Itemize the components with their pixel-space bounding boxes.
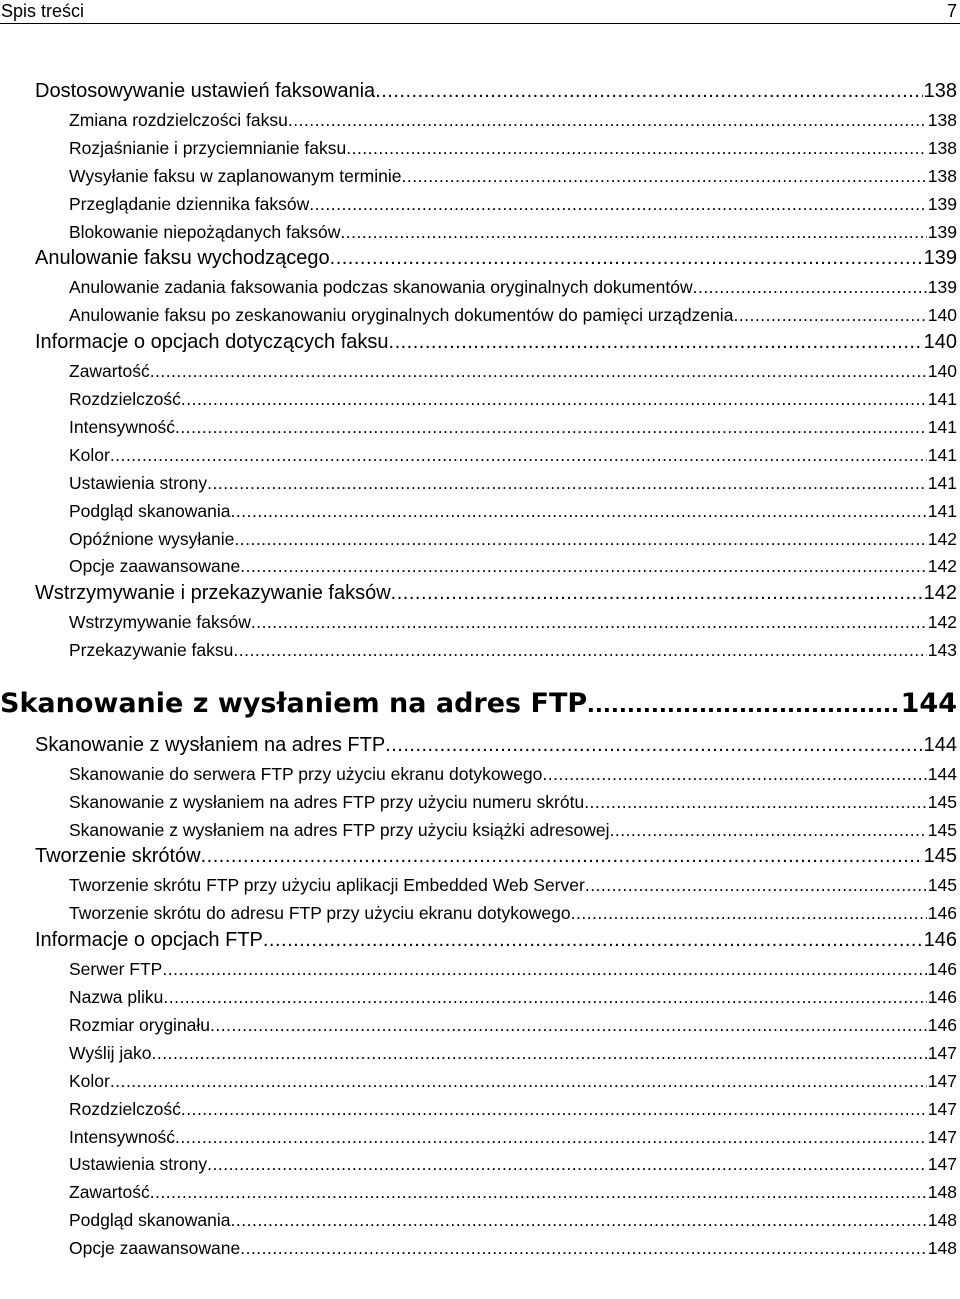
toc-entry-title: Informacje o opcjach FTP xyxy=(35,929,263,952)
toc-entry-title: Wysyłanie faksu w zaplanowanym terminie xyxy=(69,165,402,186)
toc-dot-leader xyxy=(231,1210,927,1230)
toc-dot-leader xyxy=(162,959,926,979)
toc-entry-title: Intensywność xyxy=(69,1126,176,1147)
toc-page-number: 143 xyxy=(927,640,957,661)
toc-subsection[interactable] xyxy=(69,792,957,812)
toc-subsection[interactable] xyxy=(69,959,957,979)
toc-page-number: 145 xyxy=(927,875,957,896)
toc-page-number: 139 xyxy=(927,221,957,242)
toc-entry-title: Wstrzymywanie faksów xyxy=(69,612,251,633)
toc-dot-leader xyxy=(340,222,926,242)
toc-dot-leader xyxy=(110,445,927,465)
toc-page-number: 148 xyxy=(927,1210,957,1231)
toc-page-number: 138 xyxy=(927,137,957,158)
toc-dot-leader xyxy=(309,194,927,214)
toc-entry-title: Wstrzymywanie i przekazywanie faksów xyxy=(35,582,391,605)
toc-page-number: 148 xyxy=(927,1182,957,1203)
toc-page-number: 147 xyxy=(927,1098,957,1119)
toc-entry-title: Kolor xyxy=(69,444,110,465)
toc-entry-title: Zmiana rozdzielczości faksu xyxy=(69,110,288,131)
toc-dot-leader xyxy=(571,903,927,923)
toc-page-number: 141 xyxy=(927,444,957,465)
toc-entry-title: Podgląd skanowania xyxy=(69,1210,231,1231)
toc-entry-title: Podgląd skanowania xyxy=(69,500,231,521)
toc-subsection[interactable] xyxy=(69,473,957,493)
toc-entry-title: Anulowanie zadania faksowania podczas skanowania oryginalnych dokumentów xyxy=(69,277,693,298)
toc-page-number: 144 xyxy=(927,763,957,784)
toc-dot-leader xyxy=(391,582,923,605)
header-title: Spis treści xyxy=(1,1,85,21)
toc-dot-leader xyxy=(240,1238,927,1258)
toc-dot-leader xyxy=(181,1099,927,1119)
toc-subsection[interactable] xyxy=(69,875,957,895)
toc-page-number: 142 xyxy=(927,556,957,577)
toc-entry-title: Intensywność xyxy=(69,416,176,437)
toc-dot-leader xyxy=(375,80,922,103)
toc-subsection[interactable] xyxy=(69,1099,957,1119)
toc-dot-leader xyxy=(584,792,927,812)
toc-page-number: 147 xyxy=(927,1070,957,1091)
toc-page-number: 142 xyxy=(927,612,957,633)
toc-subsection[interactable] xyxy=(69,612,957,632)
toc-page-number: 138 xyxy=(927,110,957,131)
toc-dot-leader xyxy=(251,612,927,632)
toc-subsection[interactable] xyxy=(69,1043,957,1063)
toc-page-number: 144 xyxy=(900,687,957,719)
toc-dot-leader xyxy=(150,1182,927,1202)
toc-subsection[interactable] xyxy=(69,529,957,549)
toc-entry-title: Opóźnione wysyłanie xyxy=(69,528,235,549)
toc-subsection[interactable] xyxy=(69,110,957,130)
toc-entry-title: Kolor xyxy=(69,1070,110,1091)
toc-dot-leader xyxy=(585,875,927,895)
toc-subsection[interactable] xyxy=(69,1182,957,1202)
toc-dot-leader xyxy=(175,417,927,437)
toc-subsection[interactable] xyxy=(69,1071,957,1091)
toc-section[interactable] xyxy=(35,247,957,270)
toc-dot-leader xyxy=(385,734,922,757)
toc-page-number: 141 xyxy=(927,389,957,410)
toc-page-number: 144 xyxy=(923,733,957,756)
toc-page-number: 145 xyxy=(927,819,957,840)
toc-page-number: 141 xyxy=(927,416,957,437)
toc-entry-title: Zawartość xyxy=(69,1182,150,1203)
toc-entry-title: Dostosowywanie ustawień faksowania xyxy=(35,80,376,102)
toc-entry-title: Rozdzielczość xyxy=(69,1098,181,1119)
toc-dot-leader xyxy=(207,473,927,493)
toc-subsection[interactable] xyxy=(69,277,957,297)
toc-dot-leader xyxy=(346,138,927,158)
toc-entry-title: Ustawienia strony xyxy=(69,472,208,493)
toc-page-number: 141 xyxy=(927,500,957,521)
toc-subsection[interactable] xyxy=(69,166,957,186)
toc-subsection[interactable] xyxy=(69,389,957,409)
toc-page-number: 145 xyxy=(927,791,957,812)
toc-dot-leader xyxy=(210,1015,927,1035)
toc-entry-title: Skanowanie z wysłaniem na adres FTP przy użyciu książki adresowej xyxy=(69,819,610,840)
toc-dot-leader xyxy=(181,389,927,409)
toc-dot-leader xyxy=(542,764,926,784)
toc-dot-leader xyxy=(152,1043,927,1063)
toc-entry-title: Anulowanie faksu po zeskanowaniu oryginalnych dokumentów do pamięci urządzenia xyxy=(69,305,734,326)
toc-subsection[interactable] xyxy=(69,1127,957,1147)
toc-subsection[interactable] xyxy=(69,445,957,465)
toc-chapter[interactable] xyxy=(0,688,957,719)
toc-page-number: 146 xyxy=(927,987,957,1008)
toc-subsection[interactable] xyxy=(69,1015,957,1035)
toc-entry-title: Informacje o opcjach dotyczących faksu xyxy=(35,331,389,354)
toc-entry-title: Rozdzielczość xyxy=(69,389,181,410)
toc-subsection[interactable] xyxy=(69,987,957,1007)
toc-subsection[interactable] xyxy=(69,903,957,923)
toc-entry-title: Skanowanie z wysłaniem na adres FTP xyxy=(0,687,588,719)
toc-dot-leader xyxy=(609,820,926,840)
toc-subsection[interactable] xyxy=(69,820,957,840)
toc-page-number: 139 xyxy=(923,247,957,270)
toc-page-number: 138 xyxy=(927,165,957,186)
toc-page-number: 141 xyxy=(927,472,957,493)
toc-subsection[interactable] xyxy=(69,1154,957,1174)
toc-entry-title: Rozjaśnianie i przyciemnianie faksu xyxy=(69,137,347,158)
toc-entry-title: Skanowanie z wysłaniem na adres FTP przy użyciu numeru skrótu xyxy=(69,791,585,812)
toc-section[interactable] xyxy=(35,734,957,757)
toc-entry-title: Skanowanie do serwera FTP przy użyciu ekranu dotykowego xyxy=(69,763,543,784)
toc-page-number: 139 xyxy=(927,193,957,214)
toc-page-number: 147 xyxy=(927,1126,957,1147)
toc-page-number: 140 xyxy=(927,305,957,326)
toc-page-number: 146 xyxy=(927,1014,957,1035)
toc-page-number: 146 xyxy=(927,959,957,980)
toc-page-number: 142 xyxy=(923,582,957,605)
toc-page-number: 148 xyxy=(927,1238,957,1259)
toc-subsection[interactable] xyxy=(69,764,957,784)
toc-entry-title: Tworzenie skrótów xyxy=(35,845,201,868)
toc-entry-title: Wyślij jako xyxy=(69,1042,152,1063)
toc-subsection[interactable] xyxy=(69,222,957,242)
toc-dot-leader xyxy=(150,361,927,381)
header-page-number: 7 xyxy=(946,1,957,21)
toc-dot-leader xyxy=(288,110,927,130)
toc-entry-title: Zawartość xyxy=(69,361,150,382)
toc-dot-leader xyxy=(201,845,923,868)
toc-entry-title: Opcje zaawansowane xyxy=(69,556,241,577)
toc-entry-title: Skanowanie z wysłaniem na adres FTP xyxy=(35,733,386,756)
toc-page-number: 145 xyxy=(923,845,957,868)
toc-subsection[interactable] xyxy=(69,1210,957,1230)
toc-entry-title: Tworzenie skrótu do adresu FTP przy użyciu ekranu dotykowego xyxy=(69,903,571,924)
toc-dot-leader xyxy=(693,277,927,297)
toc-subsection[interactable] xyxy=(69,417,957,437)
toc-dot-leader xyxy=(330,247,923,270)
toc-subsection[interactable] xyxy=(69,1238,957,1258)
toc-dot-leader xyxy=(733,305,926,325)
toc-page-number: 138 xyxy=(923,80,957,102)
toc-dot-leader xyxy=(163,987,926,1007)
toc-section[interactable] xyxy=(35,845,957,868)
toc-page-number: 147 xyxy=(927,1154,957,1175)
toc-dot-leader xyxy=(401,166,926,186)
toc-page-number: 147 xyxy=(927,1042,957,1063)
toc-dot-leader xyxy=(587,688,899,719)
toc-section[interactable] xyxy=(35,80,957,103)
toc-section[interactable] xyxy=(35,331,957,354)
toc-subsection[interactable] xyxy=(69,194,957,214)
toc-entry-title: Przekazywanie faksu xyxy=(69,640,234,661)
toc-dot-leader xyxy=(207,1154,927,1174)
toc-page-number: 140 xyxy=(927,361,957,382)
toc-dot-leader xyxy=(233,640,926,660)
toc-subsection[interactable] xyxy=(69,640,957,660)
toc-entry-title: Anulowanie faksu wychodzącego xyxy=(35,247,330,270)
toc-dot-leader xyxy=(175,1127,927,1147)
toc-subsection[interactable] xyxy=(69,305,957,325)
toc-dot-leader xyxy=(389,331,923,354)
toc-dot-leader xyxy=(110,1071,927,1091)
toc-section[interactable] xyxy=(35,929,957,952)
toc-entry-title: Opcje zaawansowane xyxy=(69,1238,241,1259)
toc-entry-title: Serwer FTP xyxy=(69,959,163,980)
toc-subsection[interactable] xyxy=(69,138,957,158)
toc-dot-leader xyxy=(231,501,927,521)
toc-subsection[interactable] xyxy=(69,361,957,381)
toc-page-number: 146 xyxy=(927,903,957,924)
toc-page-number: 140 xyxy=(923,331,957,354)
toc-entry-title: Rozmiar oryginału xyxy=(69,1014,211,1035)
toc-entry-title: Tworzenie skrótu FTP przy użyciu aplikacji Embedded Web Server xyxy=(69,875,585,896)
toc-entry-title: Blokowanie niepożądanych faksów xyxy=(69,221,341,242)
toc-entry-title: Przeglądanie dziennika faksów xyxy=(69,193,310,214)
toc-dot-leader xyxy=(263,929,923,952)
toc-section[interactable] xyxy=(35,582,957,605)
toc-entry-title: Nazwa pliku xyxy=(69,987,164,1008)
toc-page-number: 146 xyxy=(923,929,957,952)
toc-subsection[interactable] xyxy=(69,556,957,576)
toc-entry-title: Ustawienia strony xyxy=(69,1154,208,1175)
toc-subsection[interactable] xyxy=(69,501,957,521)
toc-page-number: 139 xyxy=(927,277,957,298)
toc-dot-leader xyxy=(234,529,926,549)
toc-dot-leader xyxy=(240,556,927,576)
toc-page-number: 142 xyxy=(927,528,957,549)
